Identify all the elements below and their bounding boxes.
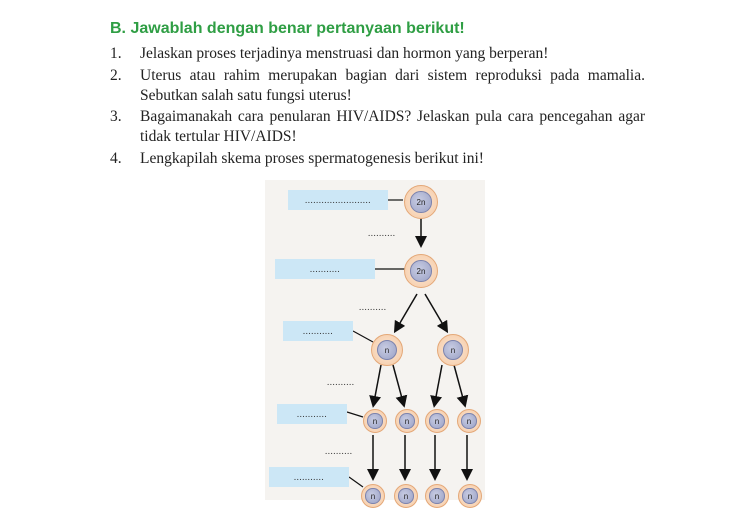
connector-line <box>349 477 363 487</box>
cell-spermatozoon <box>361 484 385 508</box>
step-placeholder-2: .......... <box>359 302 387 312</box>
cell-spermatogonium <box>404 185 438 219</box>
cell-ploidy-label: n <box>365 488 380 503</box>
cell-spermatozoon <box>394 484 418 508</box>
cell-spermatozoon <box>458 484 482 508</box>
question-text: Bagaimanakah cara penularan HIV/AIDS? Jelaskan pula cara pencegahan agar tidak tertular HIV/AIDS! <box>140 108 645 145</box>
cell-primary-spermatocyte <box>404 254 438 288</box>
cell-ploidy-label: n <box>462 488 477 503</box>
cell-ploidy-label: n <box>461 413 476 428</box>
cell-ploidy-label: n <box>377 340 397 360</box>
answer-box-4[interactable]: ........... <box>277 404 347 424</box>
answer-box-3[interactable]: ........... <box>283 321 353 341</box>
cell-ploidy-label: 2n <box>410 191 431 212</box>
question-number: 2. <box>110 67 122 84</box>
step-placeholder-3: .......... <box>327 377 355 387</box>
cell-secondary-spermatocyte <box>371 334 403 366</box>
cell-ploidy-label: n <box>398 488 413 503</box>
section-heading: B. Jawablah dengan benar pertanyaan berikut! <box>110 20 465 37</box>
cell-secondary-spermatocyte <box>437 334 469 366</box>
question-text: Lengkapilah skema proses spermatogenesis berikut ini! <box>140 150 484 167</box>
step-placeholder-1: .......... <box>368 228 396 238</box>
arrow <box>435 365 442 402</box>
cell-ploidy-label: 2n <box>410 260 431 281</box>
question-text: Jelaskan proses terjadinya menstruasi dan hormon yang berperan! <box>140 45 549 62</box>
question-number: 1. <box>110 45 122 62</box>
question-number: 4. <box>110 150 122 167</box>
question-number: 3. <box>110 108 122 125</box>
answer-box-2[interactable]: ........... <box>275 259 375 279</box>
arrow <box>393 365 403 402</box>
question-text: Uterus atau rahim merupakan bagian dari sistem reproduksi pada mamalia. Sebutkan salah satu fungsi uterus! <box>140 67 645 104</box>
cell-ploidy-label: n <box>367 413 382 428</box>
arrow <box>397 294 417 328</box>
connector-line <box>353 331 373 342</box>
arrow <box>425 294 445 328</box>
cell-ploidy-label: n <box>399 413 414 428</box>
spermatogenesis-diagram <box>265 180 485 500</box>
step-placeholder-4: .......... <box>325 446 353 456</box>
cell-spermatid <box>395 409 419 433</box>
arrow <box>454 365 464 402</box>
connector-line <box>347 412 363 417</box>
cell-ploidy-label: n <box>429 488 444 503</box>
answer-box-5[interactable]: ........... <box>269 467 349 487</box>
answer-box-1[interactable]: ........................ <box>288 190 388 210</box>
cell-ploidy-label: n <box>429 413 444 428</box>
cell-spermatid <box>363 409 387 433</box>
cell-spermatozoon <box>425 484 449 508</box>
arrow <box>374 365 381 402</box>
cell-spermatid <box>457 409 481 433</box>
cell-spermatid <box>425 409 449 433</box>
cell-ploidy-label: n <box>443 340 463 360</box>
